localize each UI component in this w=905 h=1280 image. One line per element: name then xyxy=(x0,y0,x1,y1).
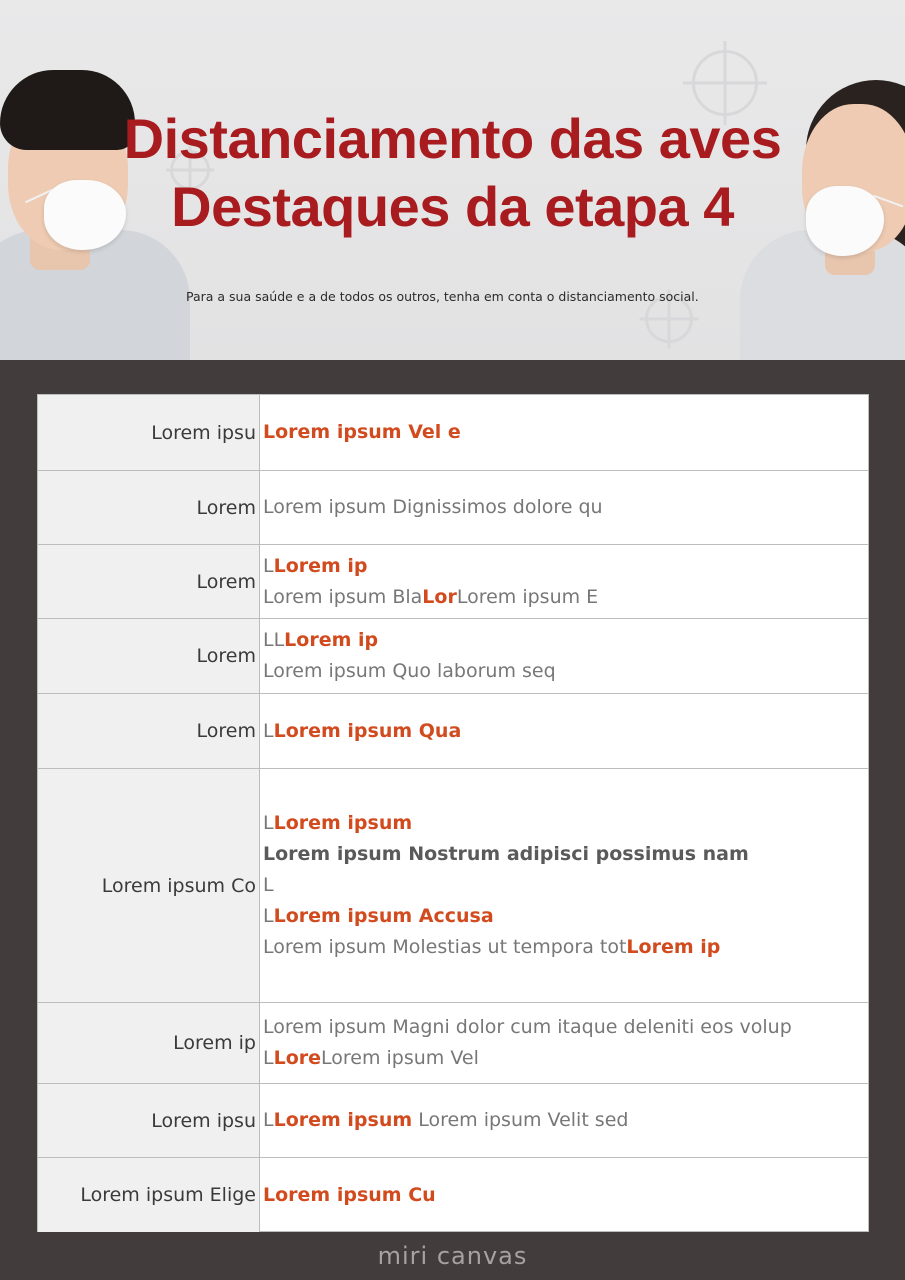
value-line xyxy=(263,1105,868,1136)
brand-logo: miri canvas xyxy=(377,1242,528,1270)
value-text: Lorem ipsum Nostrum adipisci possimus nam xyxy=(263,843,749,865)
highlight-text: Lorem ipsum Cu xyxy=(263,1183,436,1206)
value-line xyxy=(263,625,868,656)
row-value xyxy=(260,769,868,1002)
row-label: Lorem xyxy=(38,545,260,618)
value-text: L xyxy=(263,554,274,577)
value-line xyxy=(263,551,868,582)
highlight-text: Lorem ipsum Vel e xyxy=(263,421,461,443)
value-text: L xyxy=(263,1047,274,1069)
value-text: Lorem ipsum E xyxy=(456,585,599,608)
highlight-text: Lorem ipsum xyxy=(273,1109,413,1131)
value-line xyxy=(263,808,868,839)
table-row xyxy=(38,1003,868,1084)
table-row xyxy=(38,471,868,545)
value-line xyxy=(263,1012,868,1043)
table-row xyxy=(38,1084,868,1158)
highlight-text: Lor xyxy=(422,585,457,608)
row-label: Lorem ipsum Elige xyxy=(38,1158,260,1232)
row-label: Lorem xyxy=(38,619,260,693)
highlight-text: Lorem ipsum Qua xyxy=(273,719,462,742)
value-text: Lorem ipsum Dignissimos dolore qu xyxy=(263,496,603,518)
value-line xyxy=(263,417,868,448)
table-row xyxy=(38,395,868,471)
value-text: Lorem ipsum Vel xyxy=(321,1047,479,1069)
row-label: Lorem ipsu xyxy=(38,1084,260,1157)
row-label: Lorem xyxy=(38,694,260,768)
row-value xyxy=(260,1158,868,1232)
highlight-text: Lore xyxy=(273,1047,322,1069)
value-text: Lorem ipsum Magni dolor cum itaque deleniti eos volup xyxy=(263,1016,792,1038)
value-text: Lorem ipsum Bla xyxy=(263,585,423,608)
page-title-line2: Destaques da etapa 4 xyxy=(171,175,734,238)
row-label: Lorem ip xyxy=(38,1003,260,1083)
value-line xyxy=(263,492,868,523)
value-line xyxy=(263,656,868,687)
value-line xyxy=(263,582,868,613)
value-line xyxy=(263,1180,868,1211)
value-line xyxy=(263,839,868,870)
row-value xyxy=(260,694,868,768)
row-value xyxy=(260,1084,868,1157)
value-text: Lorem ipsum Quo laborum seq xyxy=(263,660,556,682)
value-line xyxy=(263,932,868,963)
table-row xyxy=(38,769,868,1003)
table-row xyxy=(38,545,868,619)
row-label: Lorem xyxy=(38,471,260,544)
row-value xyxy=(260,1003,868,1083)
page-subtitle: Para a sua saúde e a de todos os outros, tenha em conta o distanciamento social. xyxy=(186,289,699,304)
value-line xyxy=(263,1043,868,1074)
table-row xyxy=(38,619,868,694)
value-line xyxy=(263,870,868,901)
highlight-text: Lorem ipsum Accusa xyxy=(273,905,494,927)
row-value xyxy=(260,471,868,544)
value-text: Lorem ipsum Velit sed xyxy=(412,1109,629,1131)
value-line xyxy=(263,901,868,932)
highlight-text: Lorem ipsum xyxy=(273,812,413,834)
table-row xyxy=(38,694,868,769)
value-line xyxy=(263,716,868,747)
row-label: Lorem ipsu xyxy=(38,395,260,470)
header-banner xyxy=(0,0,905,360)
value-text: L xyxy=(263,905,274,927)
page-title-line1: Distanciamento das aves xyxy=(123,107,782,170)
highlight-text: Lorem ip xyxy=(273,554,368,577)
highlight-text: Lorem ip xyxy=(626,936,721,958)
value-text: L xyxy=(263,874,274,896)
table-row xyxy=(38,1158,868,1232)
value-text: L xyxy=(263,1109,274,1131)
value-text: Lorem ipsum Molestias ut tempora tot xyxy=(263,936,627,958)
row-value xyxy=(260,395,868,470)
row-label: Lorem ipsum Co xyxy=(38,769,260,1002)
row-value xyxy=(260,545,868,618)
value-text: LL xyxy=(263,629,285,651)
stage-table xyxy=(37,394,869,1232)
value-text: L xyxy=(263,812,274,834)
highlight-text: Lorem ip xyxy=(284,629,379,651)
value-text: L xyxy=(263,719,274,742)
row-value xyxy=(260,619,868,693)
